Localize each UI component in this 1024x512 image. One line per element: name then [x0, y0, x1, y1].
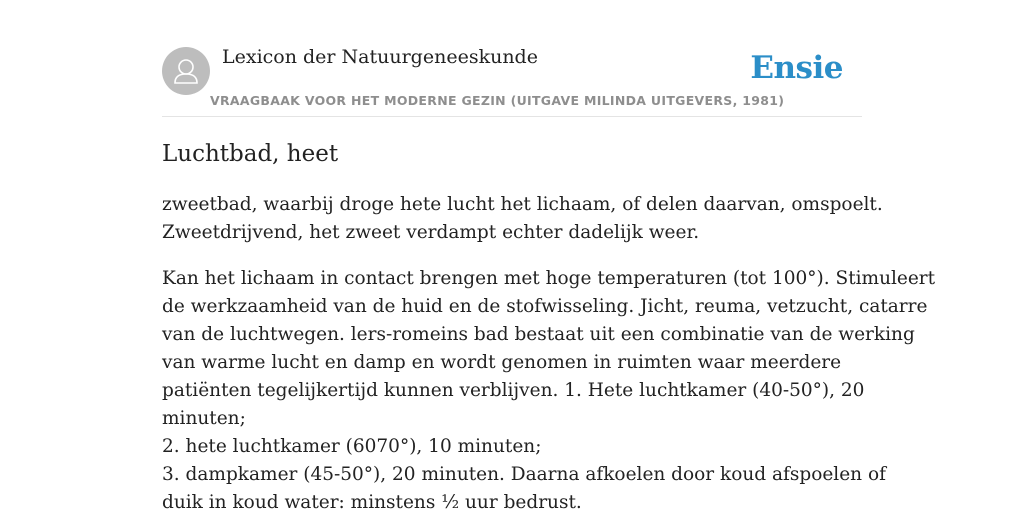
entry-paragraph-1 [162, 191, 883, 247]
text-line: van de luchtwegen. lers-romeins bad bestaat uit een combinatie van de werking [162, 324, 915, 345]
text-line: Kan het lichaam in contact brengen met hoge temperaturen (tot 100°). Stimuleert [162, 268, 936, 289]
entry-paragraph-2 [162, 265, 936, 512]
book-subtitle: VRAAGBAAK VOOR HET MODERNE GEZIN (UITGAVE MILINDA UITGEVERS, 1981) [210, 93, 785, 108]
text-line: minuten; [162, 408, 246, 429]
text-line: 2. hete luchtkamer (6070°), 10 minuten; [162, 436, 542, 457]
text-line: zweetbad, waarbij droge hete lucht het lichaam, of delen daarvan, omspoelt. [162, 194, 883, 215]
text-line: duik in koud water: minstens ½ uur bedrust. [162, 492, 582, 512]
user-placeholder-icon[interactable] [162, 47, 210, 95]
text-line: 3. dampkamer (45-50°), 20 minuten. Daarna afkoelen door koud afspoelen of [162, 464, 886, 485]
entry-title: Luchtbad, heet [162, 141, 339, 167]
text-line: patiënten tegelijkertijd kunnen verblijven. 1. Hete luchtkamer (40-50°), 20 [162, 380, 865, 401]
text-line: de werkzaamheid van de huid en de stofwisseling. Jicht, reuma, vetzucht, catarre [162, 296, 928, 317]
text-line: van warme lucht en damp en wordt genomen in ruimten waar meerdere [162, 352, 842, 373]
source-header [162, 40, 862, 117]
book-title[interactable]: Lexicon der Natuurgeneeskunde [222, 46, 538, 68]
entry-content [162, 138, 936, 512]
text-line: Zweetdrijvend, het zweet verdampt echter dadelijk weer. [162, 222, 700, 243]
brand-logo[interactable]: Ensie [750, 50, 843, 86]
